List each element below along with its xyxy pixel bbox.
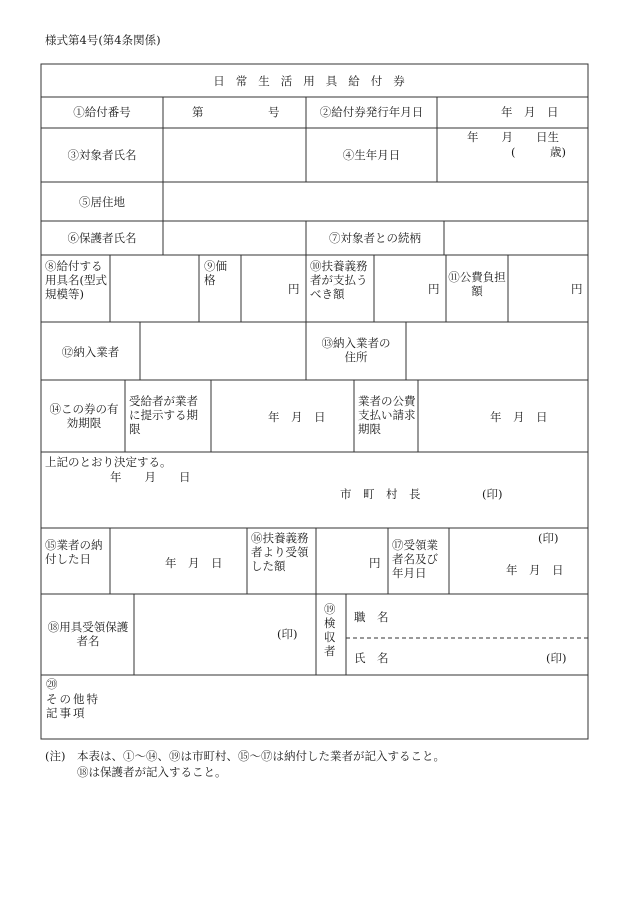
issue-date-label: ②給付券発行年月日 bbox=[319, 105, 424, 119]
validity-label: ⑭この券の有効期限 bbox=[49, 402, 119, 430]
present-deadline-label: 受給者が業者に提示する期限 bbox=[129, 394, 198, 436]
name-label: 氏 名 bbox=[354, 651, 389, 665]
grant-number-go: 号 bbox=[268, 105, 280, 119]
mayor-label: 市 町 村 長 bbox=[340, 487, 421, 501]
remarks-number: ⑳ bbox=[46, 677, 58, 691]
vendor-label: ⑫納入業者 bbox=[61, 345, 120, 359]
item-name-label: ⑧給付する用具名(型式規模等) bbox=[45, 259, 107, 301]
form-number-label: 様式第4号(第4条関係) bbox=[45, 33, 161, 47]
public-burden-label: ⑪公費負担額 bbox=[448, 270, 506, 298]
vendor-receipt-date[interactable]: 年 月 日 bbox=[506, 563, 564, 577]
support-yen: 円 bbox=[428, 282, 440, 296]
inspector-label: ⑲検収者 bbox=[324, 602, 336, 658]
note-line-2: ⑱は保護者が記入すること。 bbox=[77, 765, 227, 779]
position-label: 職 名 bbox=[354, 610, 389, 624]
residence-label: ⑤居住地 bbox=[79, 195, 125, 209]
decision-text: 上記のとおり決定する。 bbox=[45, 455, 172, 469]
receiving-vendor-label: ⑰受領業者名及び年月日 bbox=[392, 538, 438, 580]
relationship-label: ⑦対象者との続柄 bbox=[329, 231, 421, 245]
price-yen: 円 bbox=[288, 282, 300, 296]
mayor-seal: (印) bbox=[482, 487, 503, 501]
claim-deadline-date[interactable]: 年 月 日 bbox=[490, 410, 548, 424]
inspector-seal: (印) bbox=[546, 651, 567, 665]
form-title: 日常生活用具給付券 bbox=[213, 74, 416, 88]
remarks-label: その他特記事項 bbox=[46, 692, 100, 720]
recipient-name-label: ③対象者氏名 bbox=[67, 148, 137, 162]
birth-date-value[interactable]: 年 月 日生 bbox=[467, 130, 559, 144]
support-payment-label: ⑩扶養義務者が支払うべき額 bbox=[310, 259, 368, 301]
decision-date[interactable]: 年 月 日 bbox=[110, 470, 191, 484]
birth-date-label: ④生年月日 bbox=[342, 148, 401, 162]
issue-date-value[interactable]: 年 月 日 bbox=[501, 105, 559, 119]
vendor-address-label: ⑬納入業者の住所 bbox=[321, 336, 391, 364]
guardian-seal: (印) bbox=[277, 627, 298, 641]
delivery-date-value[interactable]: 年 月 日 bbox=[165, 556, 223, 570]
age-value[interactable]: ( 歳) bbox=[511, 145, 566, 159]
grant-number-dai: 第 bbox=[192, 105, 204, 119]
present-deadline-date[interactable]: 年 月 日 bbox=[268, 410, 326, 424]
grant-number-label: ①給付番号 bbox=[73, 105, 131, 119]
guardian-name-label: ⑥保護者氏名 bbox=[67, 231, 137, 245]
public-yen: 円 bbox=[571, 282, 583, 296]
guardian-receipt-label: ⑱用具受領保護者名 bbox=[47, 620, 129, 648]
price-label: ⑨価格 bbox=[204, 259, 227, 287]
received-amount-label: ⑯扶養義務者より受領した額 bbox=[251, 531, 309, 573]
received-yen: 円 bbox=[369, 556, 381, 570]
vendor-seal: (印) bbox=[538, 531, 559, 545]
claim-deadline-label: 業者の公費支払い請求期限 bbox=[358, 394, 416, 436]
note-line-1: (注) 本表は、①〜⑭、⑲は市町村、⑮〜⑰は納付した業者が記入すること。 bbox=[45, 749, 445, 763]
delivery-date-label: ⑮業者の納付した日 bbox=[45, 538, 103, 566]
